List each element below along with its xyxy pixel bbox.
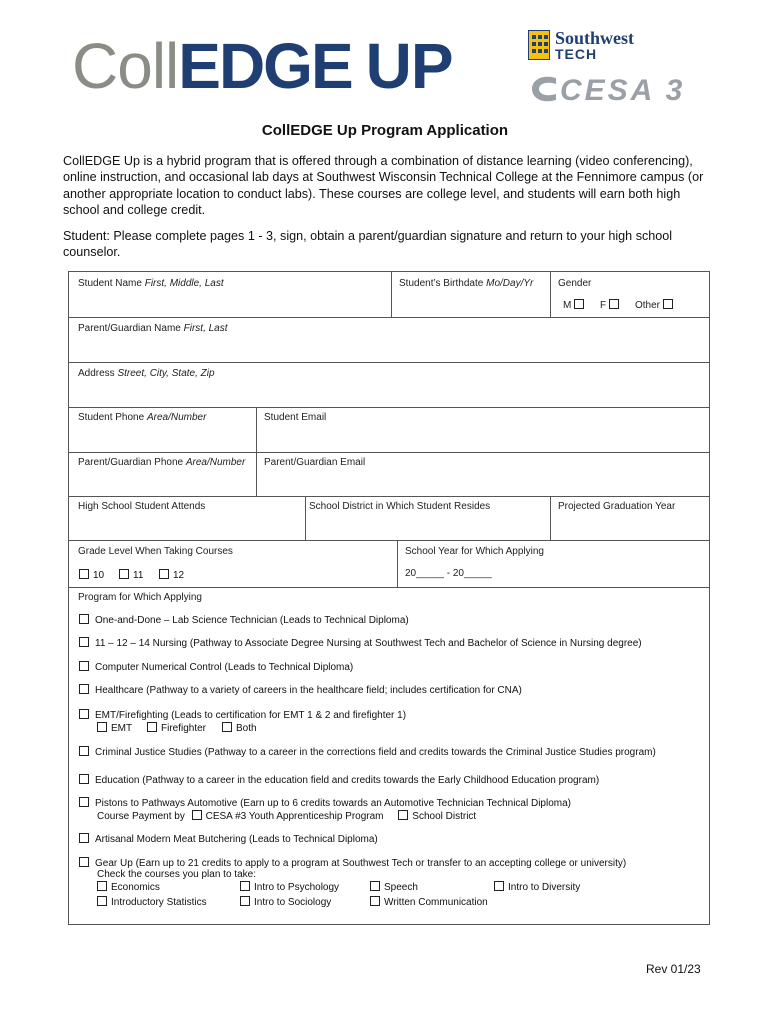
student-phone-field[interactable]: Student Phone Area/Number — [78, 412, 207, 423]
row-divider — [69, 540, 709, 541]
course-economics[interactable]: Economics — [97, 881, 160, 893]
cesa-payment-label: CESA #3 Youth Apprenticeship Program — [205, 811, 384, 822]
row-divider — [69, 317, 709, 318]
row-divider — [69, 407, 709, 408]
logo-up-text: UP — [365, 30, 453, 102]
program-option-criminal-justice[interactable]: Criminal Justice Studies (Pathway to a career in the corrections field and credits towards the Criminal Justice Studies program) — [79, 746, 656, 758]
grade-10-option[interactable]: 10 — [79, 569, 104, 581]
both-checkbox[interactable] — [222, 722, 232, 732]
district-payment-label: School District — [412, 811, 477, 822]
program-checkbox[interactable] — [79, 709, 89, 719]
cesa-swoosh-icon — [528, 72, 560, 106]
graduation-year-field[interactable]: Projected Graduation Year — [558, 501, 676, 512]
southwest-text: Southwest — [555, 28, 635, 48]
program-checkbox[interactable] — [79, 614, 89, 624]
cesa3-logo — [528, 72, 686, 107]
grade-11-checkbox[interactable] — [119, 569, 129, 579]
row-divider — [69, 452, 709, 453]
program-option-education[interactable]: Education (Pathway to a career in the education field and credits towards the Early Childhood Education program) — [79, 774, 599, 786]
logo-coll-text: Coll — [72, 30, 179, 102]
payment-label: Course Payment by — [97, 811, 185, 822]
building-icon — [528, 30, 550, 60]
program-option-butchering[interactable]: Artisanal Modern Meat Butchering (Leads to Technical Diploma) — [79, 833, 378, 845]
intro-paragraph: CollEDGE Up is a hybrid program that is offered through a combination of distance learning (video conferencing), online instruction, and occasional lab days at Southwest Wisconsin Technical College at the Fennimore campus (or another appropriate location to conduct labs). These courses are college level, and students will earn both high school and college credit. — [63, 154, 704, 218]
course-written-communication[interactable]: Written Communication — [370, 896, 488, 908]
program-checkbox[interactable] — [79, 857, 89, 867]
birthdate-field[interactable]: Student’s Birthdate Mo/Day/Yr — [399, 278, 534, 289]
course-checkbox[interactable] — [370, 896, 380, 906]
parent-phone-field[interactable]: Parent/Guardian Phone Area/Number — [78, 457, 246, 468]
program-option-gear-up[interactable]: Gear Up (Earn up to 21 credits to apply to a program at Southwest Tech or transfer to an accepting college or university) — [79, 857, 626, 869]
program-checkbox[interactable] — [79, 684, 89, 694]
application-form — [68, 271, 710, 925]
district-payment-checkbox[interactable] — [398, 810, 408, 820]
gender-other-checkbox[interactable] — [663, 299, 673, 309]
gender-f-option[interactable]: F — [600, 299, 619, 311]
row-divider — [69, 587, 709, 588]
address-field[interactable]: Address Street, City, State, Zip — [78, 368, 215, 379]
program-option-lab-science[interactable]: One-and-Done – Lab Science Technician (Leads to Technical Diploma) — [79, 614, 409, 626]
grade-12-checkbox[interactable] — [159, 569, 169, 579]
high-school-field[interactable]: High School Student Attends — [78, 501, 206, 512]
program-option-healthcare[interactable]: Healthcare (Pathway to a variety of careers in the healthcare field; includes certification for CNA) — [79, 684, 522, 696]
southwest-tech-logo — [528, 30, 648, 64]
school-district-field[interactable]: School District in Which Student Resides — [309, 501, 491, 512]
program-option-emt[interactable]: EMT/Firefighting (Leads to certification for EMT 1 & 2 and firefighter 1) — [79, 709, 406, 721]
program-checkbox[interactable] — [79, 746, 89, 756]
gender-f-checkbox[interactable] — [609, 299, 619, 309]
grade-11-option[interactable]: 11 — [119, 569, 143, 581]
col-divider — [305, 496, 306, 540]
parent-email-field[interactable]: Parent/Guardian Email — [264, 457, 366, 468]
course-speech[interactable]: Speech — [370, 881, 418, 893]
firefighter-checkbox[interactable] — [147, 722, 157, 732]
course-intro-sociology[interactable]: Intro to Sociology — [240, 896, 331, 908]
col-divider — [550, 496, 551, 540]
gender-label: Gender — [558, 278, 592, 289]
course-intro-statistics[interactable]: Introductory Statistics — [97, 896, 207, 908]
course-intro-diversity[interactable]: Intro to Diversity — [494, 881, 580, 893]
program-option-cnc[interactable]: Computer Numerical Control (Leads to Technical Diploma) — [79, 661, 353, 673]
program-checkbox[interactable] — [79, 797, 89, 807]
program-label: Program for Which Applying — [78, 592, 202, 603]
cesa-text: CESA 3 — [560, 74, 686, 107]
instructions-paragraph: Student: Please complete pages 1 - 3, sign, obtain a parent/guardian signature and return to your high school counselor. — [63, 229, 673, 260]
emt-checkbox[interactable] — [97, 722, 107, 732]
row-divider — [69, 362, 709, 363]
firefighter-option[interactable]: Firefighter — [147, 722, 206, 734]
course-checkbox[interactable] — [97, 896, 107, 906]
program-checkbox[interactable] — [79, 637, 89, 647]
student-email-field[interactable]: Student Email — [264, 412, 327, 423]
school-year-label: School Year for Which Applying — [405, 546, 544, 557]
school-year-field[interactable]: 20_____ - 20_____ — [405, 568, 492, 579]
course-checkbox[interactable] — [370, 881, 380, 891]
cesa-payment-checkbox[interactable] — [192, 810, 202, 820]
grade-level-label: Grade Level When Taking Courses — [78, 546, 233, 557]
logo-edge-text: EDGE — [178, 30, 352, 102]
both-option[interactable]: Both — [222, 722, 257, 734]
row-divider — [69, 496, 709, 497]
course-checkbox[interactable] — [97, 881, 107, 891]
revision-label: Rev 01/23 — [646, 962, 701, 976]
col-divider — [391, 272, 392, 317]
program-option-nursing[interactable]: 11 – 12 – 14 Nursing (Pathway to Associate Degree Nursing at Southwest Tech and Bachelor of Science in Nursing degree) — [79, 637, 642, 649]
col-divider — [256, 407, 257, 496]
course-checkbox[interactable] — [240, 896, 250, 906]
student-name-field[interactable]: Student Name First, Middle, Last — [78, 278, 224, 289]
course-checkbox[interactable] — [240, 881, 250, 891]
grade-10-checkbox[interactable] — [79, 569, 89, 579]
col-divider — [550, 272, 551, 317]
program-checkbox[interactable] — [79, 833, 89, 843]
tech-text: TECH — [555, 46, 598, 62]
emt-option[interactable]: EMT — [97, 722, 132, 734]
grade-12-option[interactable]: 12 — [159, 569, 184, 581]
program-checkbox[interactable] — [79, 661, 89, 671]
program-checkbox[interactable] — [79, 774, 89, 784]
page-title: CollEDGE Up Program Application — [261, 122, 509, 139]
col-divider — [397, 540, 398, 587]
program-option-automotive[interactable]: Pistons to Pathways Automotive (Earn up to 6 credits towards an Automotive Technician Technical Diploma) — [79, 797, 571, 809]
gear-up-prompt: Check the courses you plan to take: — [97, 869, 256, 880]
gender-other-option[interactable]: Other — [635, 299, 673, 311]
course-intro-psychology[interactable]: Intro to Psychology — [240, 881, 339, 893]
course-checkbox[interactable] — [494, 881, 504, 891]
gender-m-checkbox[interactable] — [574, 299, 584, 309]
colledge-up-logo — [72, 30, 453, 102]
gender-m-option[interactable]: M — [563, 299, 584, 311]
parent-name-field[interactable]: Parent/Guardian Name First, Last — [78, 323, 228, 334]
payment-options — [97, 810, 476, 822]
